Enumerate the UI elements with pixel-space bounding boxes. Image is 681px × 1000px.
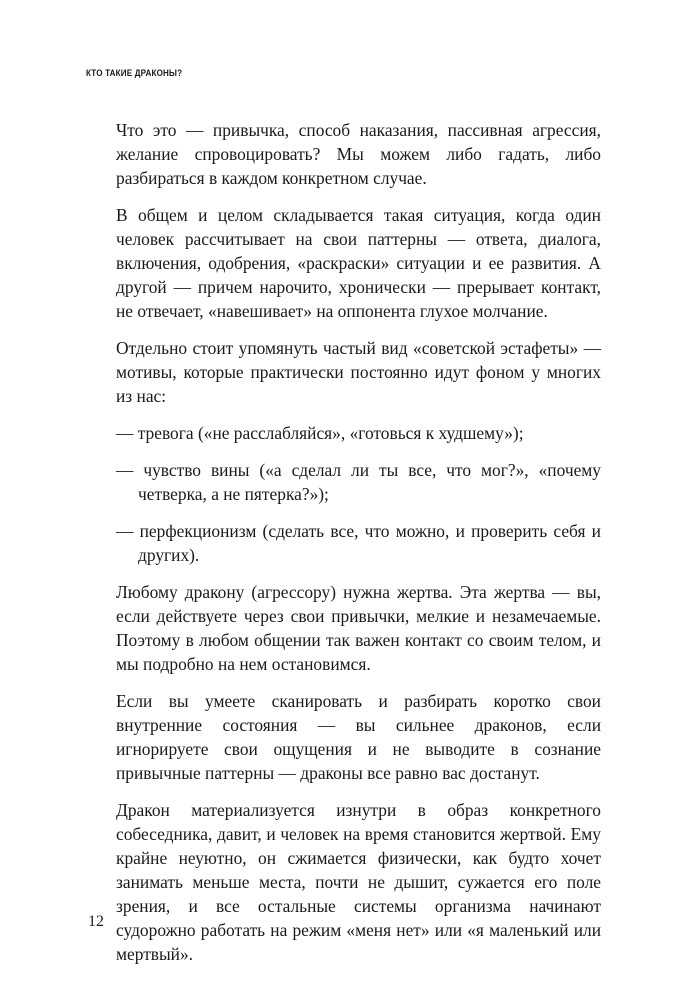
page-number: 12 [88, 913, 104, 930]
paragraph: Дракон материализуется изнутри в образ конкретного собеседника, давит, и человек на время становится жертвой. Ему крайне неуютно, он сжимается физически, как будто хочет занимать меньше места, почти не дышит, сужается его поле зрения, и все остальные системы организма начинают судорожно работать на режим «меня нет» или «я маленький или мертвый». [116, 800, 601, 964]
paragraph: В общем и целом складывается такая ситуация, когда один человек рассчитывает на свои паттерны — ответа, диалога, включения, одобрения, «раскраски» ситуации и ее развития. А другой — причем нарочито, хронически — прерывает контакт, не отвечает, «навешивает» на оппонента глухое молчание. [116, 205, 601, 321]
list-item: — чувство вины («а сделал ли ты все, что мог?», «почему четверка, а не пятерка?»); [116, 460, 601, 504]
paragraph: Любому дракону (агрессору) нужна жертва. Эта жертва — вы, если действуете через свои привычки, мелкие и незамечаемые. Поэтому в любом общении так важен контакт со своим телом, и мы подробно на нем остановимся. [116, 582, 601, 674]
paragraph: Отдельно стоит упомянуть частый вид «советской эстафеты» — мотивы, которые практически постоянно идут фоном у многих из нас: [116, 338, 601, 406]
list-item: — тревога («не расслабляйся», «готовься к худшему»); [116, 423, 524, 443]
running-head: КТО ТАКИЕ ДРАКОНЫ? [86, 68, 183, 79]
paragraph: Если вы умеете сканировать и разбирать коротко свои внутренние состояния — вы сильнее драконов, если игнорируете свои ощущения и не выводите в сознание привычные паттерны — драконы все равно вас достанут. [116, 691, 601, 783]
paragraph: Что это — привычка, способ наказания, пассивная агрессия, желание спровоцировать? Мы можем либо гадать, либо разбираться в каждом конкретном случае. [116, 120, 601, 188]
body-text [116, 118, 601, 979]
list-item: — перфекционизм (сделать все, что можно, и проверить себя и других). [116, 521, 601, 565]
